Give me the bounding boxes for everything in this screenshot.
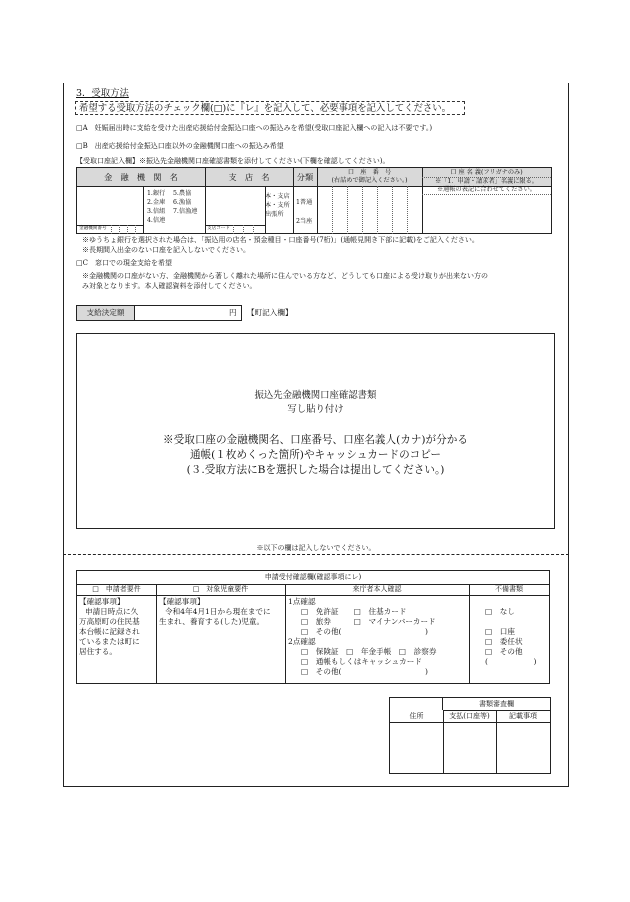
attach-line-1: ※受取口座の金融機関名、口座番号、口座名義人(カナ)が分かる — [163, 434, 468, 446]
review-table — [389, 697, 551, 774]
identity-2-heading: 2点確認 — [288, 637, 316, 646]
col-bank-name: 金 融 機 関 名 — [104, 172, 178, 182]
bank-type-4[interactable]: 4.信連 — [147, 217, 166, 224]
amount-unit: 円 — [229, 308, 237, 317]
review-col-payment: 支払(口座等) — [449, 712, 490, 720]
attach-title-1: 振込先金融機関口座確認書類 — [254, 390, 377, 401]
missing-other-field[interactable]: ( ) — [485, 657, 537, 666]
branch-type-2[interactable]: 本・支所 — [265, 202, 290, 209]
bank-type-3[interactable]: 3.信組 — [147, 208, 166, 215]
option-b-checkbox[interactable]: □B 出産応援給付金振込口座以外の金融機関口座への振込み希望 — [76, 142, 284, 150]
col-branch-name: 支 店 名 — [228, 172, 270, 182]
option-c-note-2: み対象となります。本人確認資料を添付してください。 — [82, 282, 257, 290]
review-entries-cell[interactable] — [497, 723, 549, 773]
amount-box — [76, 305, 242, 321]
account-table — [76, 167, 552, 234]
applicant-text-2: 万高原町の住民基 — [79, 617, 140, 626]
col-type: 分類 — [296, 172, 314, 182]
office-table-title: 申請受付確認欄(確認事項にレ) — [264, 573, 362, 581]
child-text-1: 令和4年4月1日から現在までに — [165, 607, 271, 616]
instruction-text: 希望する受取方法のチェック欄(□)に『レ』を記入して、必要事項を記入してください。 — [79, 103, 451, 114]
bank-name-field[interactable] — [81, 190, 143, 220]
attach-line-2: 通帳(１枚めくった箇所)やキャッシュカードのコピー — [189, 449, 442, 461]
missing-none[interactable]: □ なし — [485, 607, 515, 616]
col-applicant-requirement[interactable]: □ 申請者要件 — [92, 585, 141, 593]
review-address-cell[interactable] — [391, 723, 442, 773]
col-identity-check: 来庁者本人確認 — [352, 585, 402, 593]
account-type-ordinary[interactable]: 1普通 — [296, 199, 313, 206]
instruction-box — [75, 101, 465, 115]
identity-1-row-1[interactable]: □ 免許証 □ 住基カード — [301, 607, 407, 616]
child-heading: 【確認事項】 — [159, 597, 205, 606]
col-account-number: 口 座 番 号 — [347, 169, 392, 176]
identity-2-row-2[interactable]: □ 通帳もしくはキャッシュカード — [301, 657, 422, 666]
missing-account[interactable]: □ 口座 — [485, 627, 515, 636]
identity-1-row-3[interactable]: □ その他( ) — [301, 627, 429, 636]
bank-code-label: 金融機関番号 — [79, 226, 107, 231]
identity-1-row-2[interactable]: □ 旅券 □ マイナンバーカード — [301, 617, 436, 626]
bank-type-2[interactable]: 2.金庫 — [147, 199, 166, 206]
bank-type-5[interactable]: 5.農協 — [173, 190, 192, 197]
applicant-text-5: 居住する。 — [79, 647, 117, 656]
holder-note-2: ※通帳の表記に合わせてください。 — [437, 186, 536, 193]
office-check-table — [76, 570, 550, 684]
attachment-area — [76, 333, 555, 529]
review-col-entries: 記載事項 — [509, 712, 537, 720]
missing-other[interactable]: □ その他 — [485, 647, 523, 656]
review-payment-cell[interactable] — [444, 723, 495, 773]
missing-proxy[interactable]: □ 委任状 — [485, 637, 523, 646]
attach-line-3: (３.受取方法にBを選択した場合は提出してください。) — [186, 464, 445, 476]
section-title: 3．受取方法 — [76, 88, 129, 99]
branch-type-1[interactable]: 本・支店 — [265, 193, 290, 200]
review-col-address: 住所 — [409, 712, 424, 720]
attach-title-2: 写し貼り付け — [287, 404, 344, 415]
col-account-number-sub: (右詰めで御記入ください。) — [331, 177, 408, 184]
inactive-account-note: ※長期間入出金のない口座を記入しないでください。 — [82, 246, 250, 254]
branch-type-3[interactable]: 出張所 — [265, 211, 284, 218]
bank-type-1[interactable]: 1.銀行 — [147, 190, 166, 197]
account-number-field[interactable] — [318, 187, 421, 233]
applicant-text-3: 本台帳に記録され — [79, 627, 140, 636]
col-missing-documents: 不備書類 — [495, 585, 523, 593]
account-form-header: 【受取口座記入欄】※振込先金融機関口座確認書類を添付してください(下欄を確認してください)。 — [76, 157, 390, 165]
cut-line — [63, 554, 569, 555]
applicant-text-1: 申請日時点に久 — [85, 607, 139, 616]
applicant-text-4: ているまたは町に — [79, 637, 140, 646]
identity-1-heading: 1点確認 — [288, 597, 316, 606]
town-note: 【町記入欄】 — [247, 308, 293, 317]
child-text-2: 生まれ、養育する(した)児童。 — [159, 617, 265, 626]
option-c-checkbox[interactable]: □C 窓口での現金支給を希望 — [76, 259, 172, 267]
option-c-note-1: ※金融機関の口座がない方、金融機関から著しく離れた場所に住んでいる方など、どうしても口座による受け取りが出来ない方の — [82, 272, 488, 280]
branch-code-label: 支店コード — [207, 226, 230, 231]
identity-2-row-3[interactable]: □ その他( ) — [301, 667, 429, 676]
account-type-current[interactable]: 2当座 — [296, 218, 313, 225]
applicant-heading: 【確認事項】 — [79, 597, 125, 606]
option-a-checkbox[interactable]: □A 妊娠届出時に支給を受けた出産応援給付金振込口座への振込みを希望(受取口座記入欄への記入は不要です。) — [76, 124, 433, 132]
review-table-title: 書類審査欄 — [479, 700, 514, 708]
col-child-requirement[interactable]: □ 対象児童要件 — [192, 585, 249, 593]
amount-label: 支給決定額 — [77, 306, 135, 320]
col-account-holder: 口 座 名 義(フリガナのみ) — [450, 169, 523, 176]
cut-line-label: ※以下の欄は記入しないでください。 — [256, 544, 376, 552]
bank-type-6[interactable]: 6.漁協 — [173, 199, 192, 206]
yucho-note: ※ゆうちょ銀行を選択された場合は、「振込用の店名・預金種目・口座番号(7桁)」(通帳見開き下部に記載)をご記入ください。 — [82, 236, 479, 244]
identity-2-row-1[interactable]: □ 保険証 □ 年金手帳 □ 診察券 — [301, 647, 437, 656]
account-holder-field[interactable] — [423, 195, 551, 233]
bank-type-7[interactable]: 7.信漁連 — [173, 208, 198, 215]
amount-field[interactable] — [135, 306, 227, 320]
holder-note-1: ※「1．申請・請求者」名義に限る。 — [435, 178, 538, 185]
